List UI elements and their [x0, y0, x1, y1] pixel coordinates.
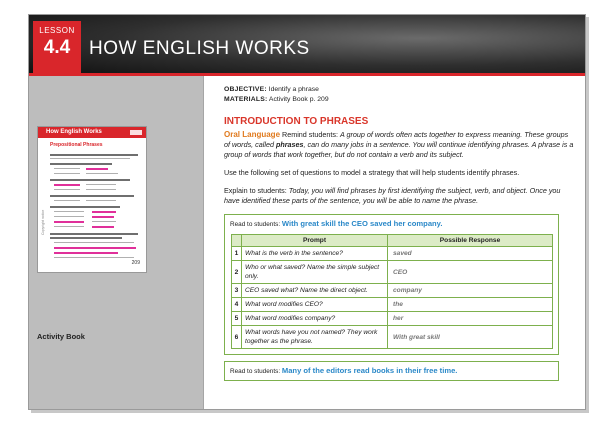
- table-row: 2 Who or what saved? Name the simple subject only. CEO: [232, 261, 553, 284]
- page-title: HOW ENGLISH WORKS: [89, 38, 310, 59]
- lesson-content: [224, 85, 574, 381]
- section-title: INTRODUCTION TO PHRASES: [224, 116, 369, 127]
- table-row: 4 What word modifies CEO? the: [232, 298, 553, 312]
- objective: OBJECTIVE: Identify a phrase: [224, 86, 319, 93]
- model-sentence: With great skill the CEO saved her company.: [281, 219, 443, 228]
- question-table-box: [224, 214, 559, 355]
- prompt-table: [231, 234, 553, 349]
- explain-paragraph: Explain to students: Today, you will find phrases by first identifying the subject, verb, and object. Once you have identified these parts of the sentence, you will be able to name the phrase.: [224, 186, 561, 205]
- table-row: 1 What is the verb in the sentence? saved: [232, 247, 553, 261]
- oral-language-label: Oral Language: [224, 130, 281, 139]
- thumbnail-subtitle: Prepositional Phrases: [50, 142, 103, 148]
- table-row: 6 What words have you not named? They work together as the phrase. With great skill: [232, 326, 553, 349]
- oral-language-paragraph: Oral Language Remind students: A group of words often acts together to express meaning. These groups of words, called phrases, can do many jobs in a sentence. You will continue identifying phrases. A phrase is a group of words that work together, but do not contain a verb and its subject.: [224, 130, 574, 159]
- lesson-tab: [33, 21, 81, 73]
- lesson-label: LESSON: [39, 26, 75, 35]
- activity-book-thumbnail: [37, 126, 147, 273]
- page-header: [29, 15, 586, 73]
- thumbnail-title: How English Works: [46, 129, 102, 135]
- second-table-box: [224, 361, 559, 381]
- thumbnail-copyright: Copyright notice: [41, 209, 45, 235]
- thumbnail-caption: Activity Book: [37, 332, 85, 341]
- read-to-students: Read to students: With great skill the CEO saved her company.: [230, 219, 443, 228]
- sidebar: [29, 76, 204, 410]
- materials: MATERIALS: Activity Book p. 209: [224, 96, 329, 103]
- table-row: 5 What word modifies company? her: [232, 312, 553, 326]
- prompt-header: Prompt: [242, 235, 388, 247]
- thumbnail-page-number: 209: [131, 260, 140, 266]
- thumbnail-header: [38, 127, 146, 138]
- model-sentence-2: Many of the editors read books in their free time.: [281, 366, 458, 375]
- lesson-page: [28, 14, 586, 410]
- table-row: 3 CEO saved what? Name the direct object. company: [232, 284, 553, 298]
- read-to-students-2: Read to students: Many of the editors read books in their free time.: [230, 366, 458, 375]
- response-header: Possible Response: [388, 235, 553, 247]
- lesson-number: 4.4: [43, 37, 71, 58]
- strategy-paragraph: Use the following set of questions to model a strategy that will help students identify phrases.: [224, 168, 520, 177]
